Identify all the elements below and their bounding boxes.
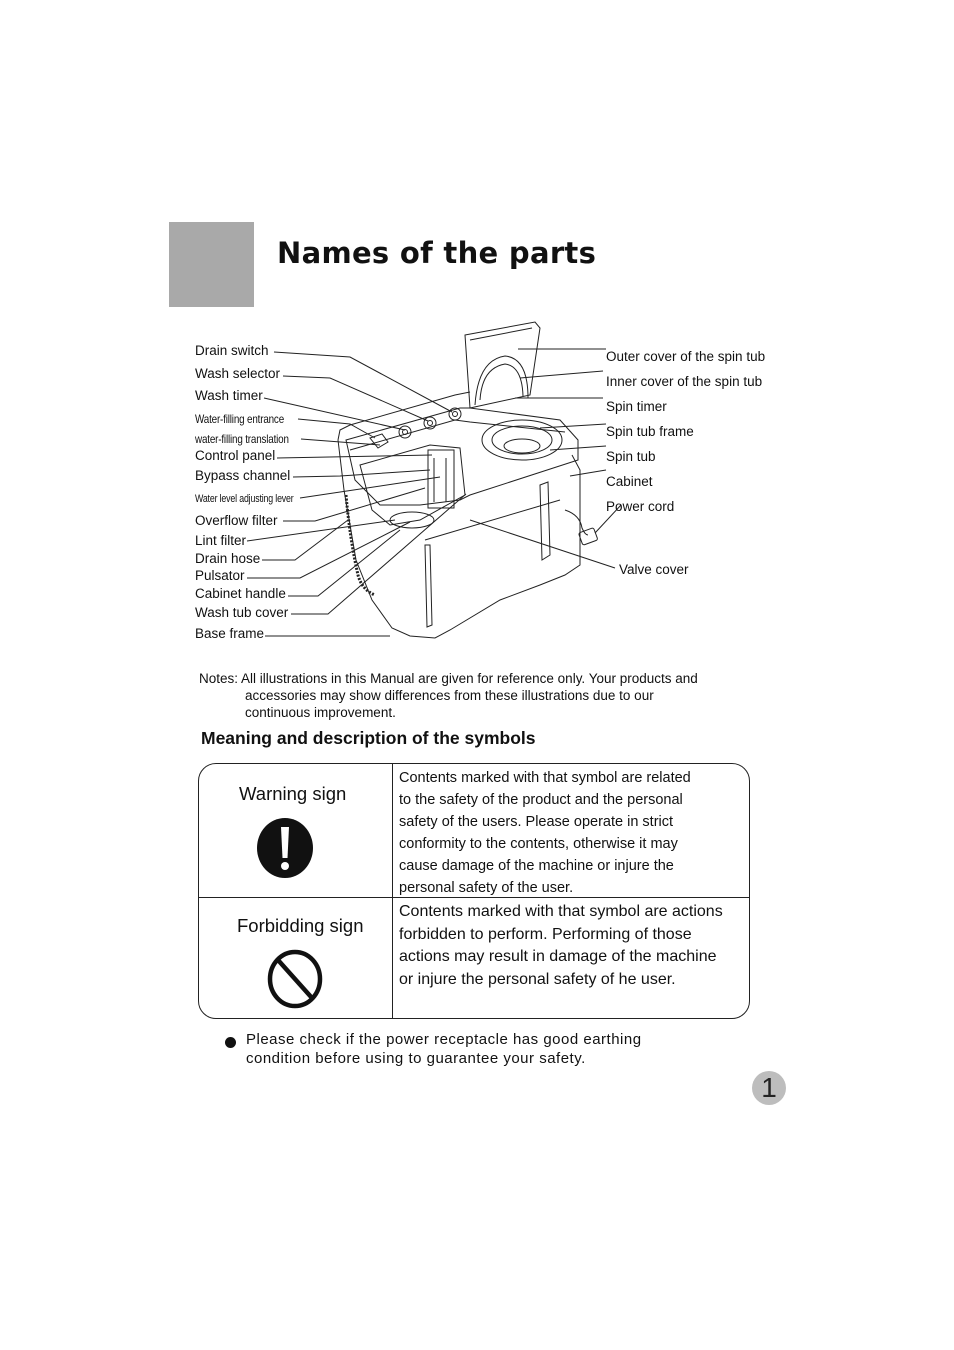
symbols-table xyxy=(198,763,750,1019)
safety-note-text: Please check if the power receptacle has good earthing condition before using to guarantee your safety. xyxy=(246,1031,642,1067)
forbidding-sign-description: Contents marked with that symbol are actions forbidden to perform. Performing of those actions may result in damage of the machine or injure the personal safety of he user. xyxy=(399,903,723,989)
label-base-frame: Base frame xyxy=(195,626,265,641)
wash-timer-knob xyxy=(399,426,411,438)
page-title: Names of the parts xyxy=(277,236,597,270)
notes xyxy=(199,670,779,721)
label-control-panel: Control panel xyxy=(195,448,276,463)
label-water-filling-entrance: Water-filling entrance xyxy=(195,412,285,426)
label-outer-cover-spin-tub: Outer cover of the spin tub xyxy=(606,349,766,364)
forbidding-sign-label: Forbidding sign xyxy=(237,915,364,936)
prohibition-circle-icon xyxy=(267,949,323,1009)
exclamation-circle-icon xyxy=(256,817,314,879)
label-cabinet-handle: Cabinet handle xyxy=(195,586,286,601)
label-inner-cover-spin-tub: Inner cover of the spin tub xyxy=(606,374,763,389)
notes-line-2: accessories may show differences from these illustrations due to our xyxy=(245,688,654,703)
cabinet-outline xyxy=(338,440,580,638)
table-column-divider xyxy=(392,764,393,1018)
label-spin-tub-frame: Spin tub frame xyxy=(606,424,694,439)
label-cabinet: Cabinet xyxy=(606,474,653,489)
bullet-icon xyxy=(225,1037,236,1048)
label-spin-tub: Spin tub xyxy=(606,449,656,464)
label-wash-tub-cover: Wash tub cover xyxy=(195,605,289,620)
label-water-level-lever: Water level adjusting lever xyxy=(195,493,294,505)
label-lint-filter: Lint filter xyxy=(195,533,247,548)
label-water-filling-translation: water-filling translation xyxy=(195,432,289,446)
control-strip xyxy=(428,450,454,508)
label-spin-timer: Spin timer xyxy=(606,399,667,414)
label-overflow-filter: Overflow filter xyxy=(195,513,278,528)
page-number: 1 xyxy=(752,1071,786,1105)
symbols-heading: Meaning and description of the symbols xyxy=(201,728,536,748)
notes-line-3: continuous improvement. xyxy=(245,705,396,720)
label-valve-cover: Valve cover xyxy=(619,562,689,577)
warning-sign-label: Warning sign xyxy=(239,783,347,804)
label-wash-timer: Wash timer xyxy=(195,388,263,403)
label-drain-hose: Drain hose xyxy=(195,551,261,566)
wash-tub-opening xyxy=(360,445,465,525)
label-drain-switch: Drain switch xyxy=(195,343,269,358)
label-pulsator: Pulsator xyxy=(195,568,245,583)
notes-line-1: Notes: All illustrations in this Manual are given for reference only. Your products and xyxy=(199,671,698,686)
safety-note xyxy=(224,1030,642,1068)
label-bypass-channel: Bypass channel xyxy=(195,468,291,483)
power-plug xyxy=(578,528,597,546)
warning-sign-description: Contents marked with that symbol are related to the safety of the product and the personal safety of the users. Please operate in strict conformity to the contents, otherwise it may cause damage of the machine or injure the personal safety of the user. xyxy=(399,770,691,896)
label-power-cord: Power cord xyxy=(606,499,675,514)
label-wash-selector: Wash selector xyxy=(195,366,281,381)
